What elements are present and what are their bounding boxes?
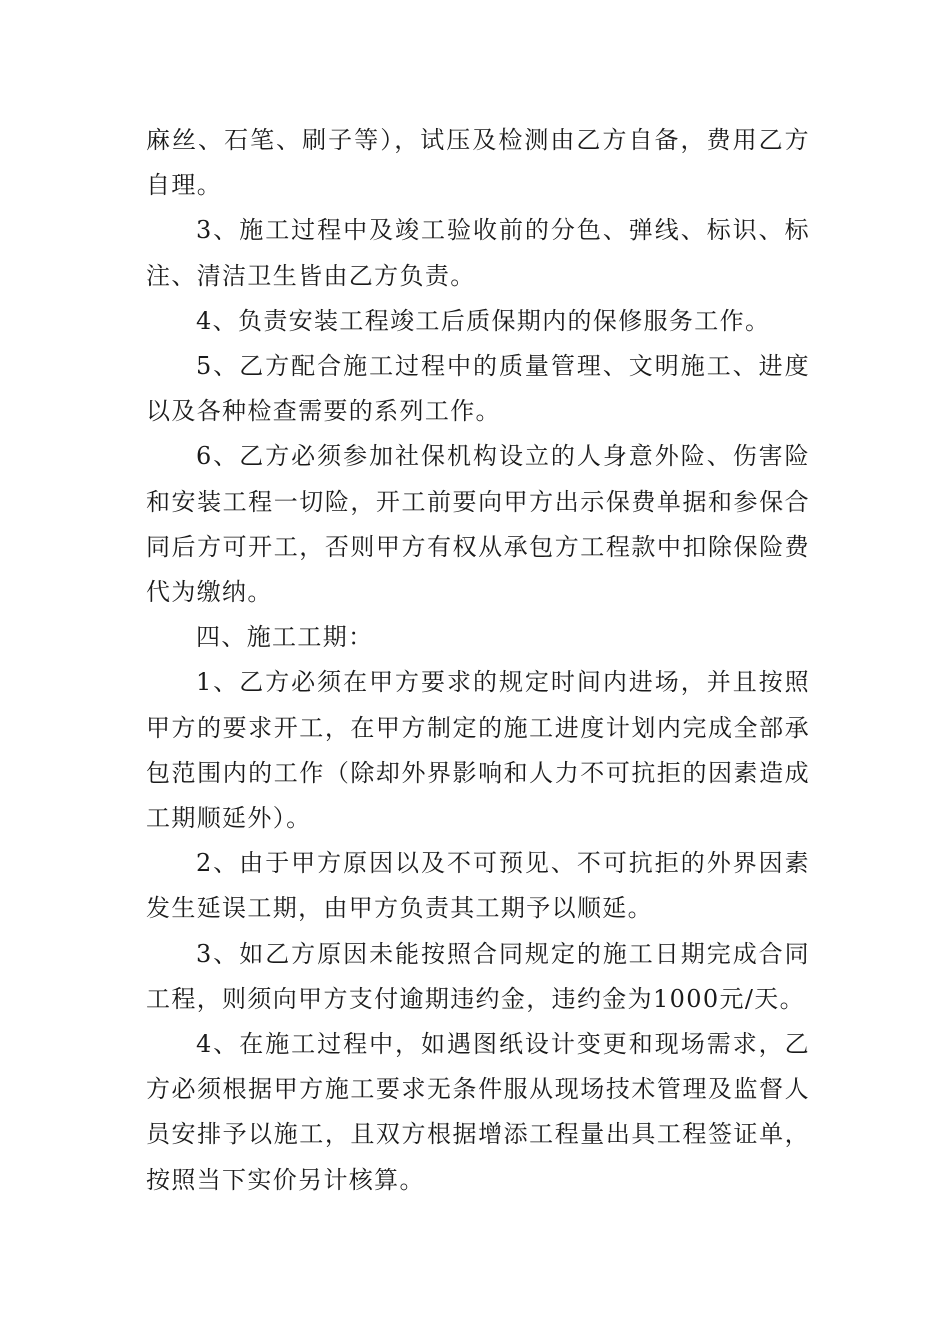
paragraph-4: 5、乙方配合施工过程中的质量管理、文明施工、进度以及各种检查需要的系列工作。 bbox=[146, 352, 810, 426]
paragraph-5: 6、乙方必须参加社保机构设立的人身意外险、伤害险和安装工程一切险，开工前要向甲方出示保费单据和参保合同后方可开工，否则甲方有权从承包方工程款中扣除保险费代为缴纳。 bbox=[146, 442, 810, 607]
paragraph-1: 麻丝、石笔、刷子等），试压及检测由乙方自备，费用乙方自理。 bbox=[146, 126, 810, 200]
paragraph-8: 3、如乙方原因未能按照合同规定的施工日期完成合同工程，则须向甲方支付逾期违约金，违约金为1000元/天。 bbox=[146, 939, 810, 1013]
section-heading-construction-period: 四、施工工期： bbox=[196, 623, 374, 652]
paragraph-2: 3、施工过程中及竣工验收前的分色、弹线、标识、标注、清洁卫生皆由乙方负责。 bbox=[146, 216, 810, 290]
paragraph-3: 4、负责安装工程竣工后质保期内的保修服务工作。 bbox=[196, 306, 771, 335]
paragraph-6: 1、乙方必须在甲方要求的规定时间内进场，并且按照甲方的要求开工，在甲方制定的施工进度计划内完成全部承包范围内的工作（除却外界影响和人力不可抗拒的因素造成工期顺延外）。 bbox=[146, 668, 810, 833]
paragraph-9: 4、在施工过程中，如遇图纸设计变更和现场需求，乙方必须根据甲方施工要求无条件服从现场技术管理及监督人员安排予以施工，且双方根据增添工程量出具工程签证单，按照当下实价另计核算。 bbox=[146, 1030, 810, 1194]
document-body bbox=[146, 118, 810, 1203]
paragraph-7: 2、由于甲方原因以及不可预见、不可抗拒的外界因素发生延误工期，由甲方负责其工期予以顺延。 bbox=[146, 849, 810, 923]
